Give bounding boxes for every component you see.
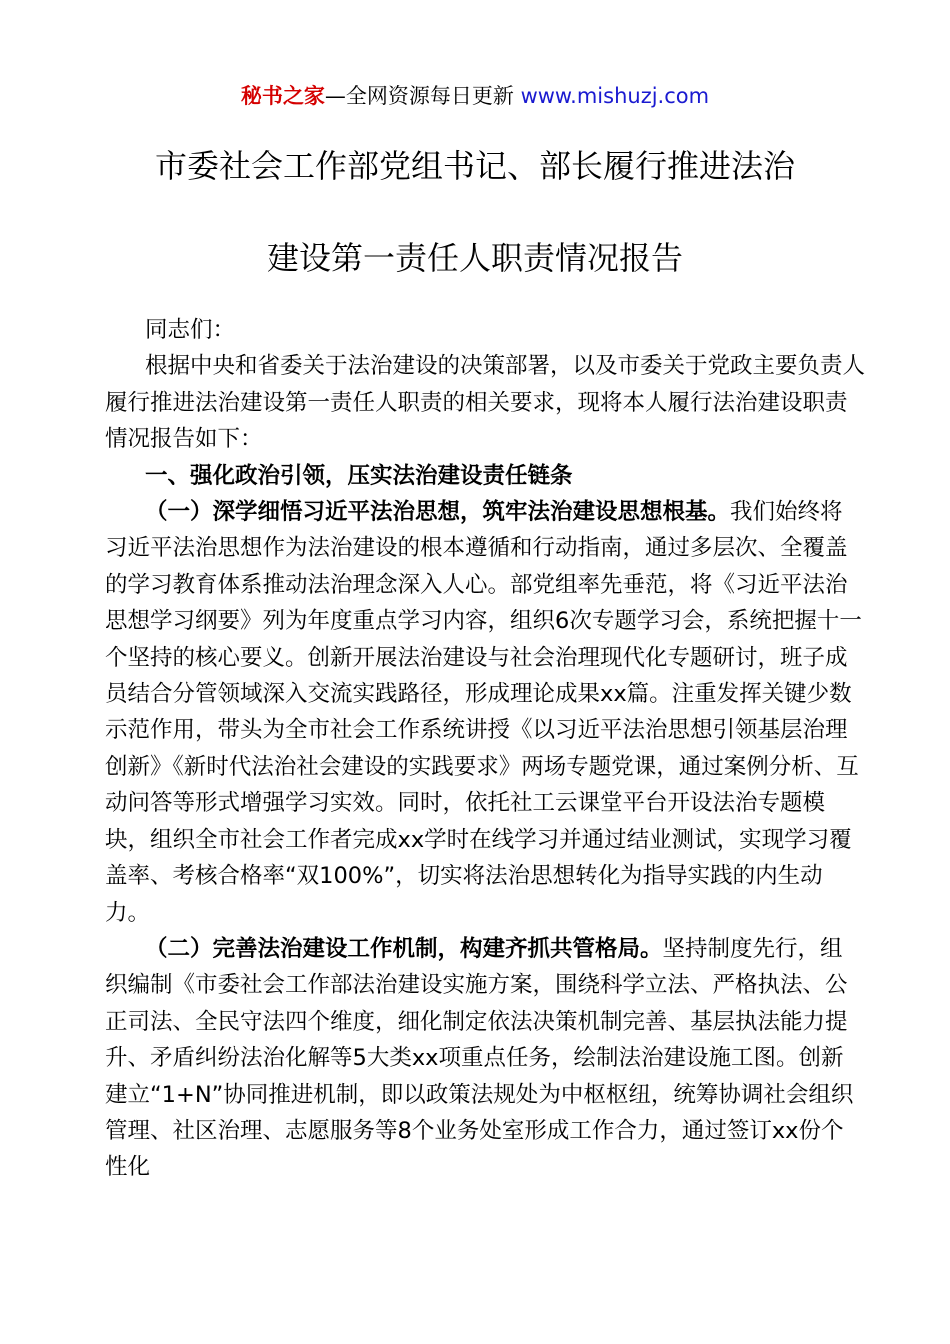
item-heading-1: （一）深学细悟习近平法治思想，筑牢法治建设思想根基。	[145, 499, 731, 526]
item-heading-2: （二）完善法治建设工作机制，构建齐抓共管格局。	[145, 935, 663, 962]
item-paragraph-2	[105, 931, 865, 1186]
section-heading-1: 一、强化政治引领，压实法治建设责任链条	[145, 462, 573, 489]
intro-paragraph: 根据中央和省委关于法治建设的决策部署，以及市委关于党政主要负责人履行推进法治建设第一责任人职责的相关要求，现将本人履行法治建设职责情况报告如下：	[105, 353, 866, 453]
greeting: 同志们：	[145, 317, 236, 343]
item-paragraph-1	[105, 494, 865, 931]
site-url-link[interactable]: www.mishuzj.com	[520, 84, 710, 108]
document-body	[105, 312, 865, 1186]
item-text-2: 坚持制度先行，组织编制《市委社会工作部法治建设实施方案，围绕科学立法、严格执法、公正司法、全民守法四个维度，细化制定依法决策机制完善、基层执法能力提升、矛盾纠纷法治化解等5大类xx项重点任务，绘制法治建设施工图。创新建立“1+N”协同推进机制，即以政策法规处为中枢枢纽，统筹协调社会组织管理、社区治理、志愿服务等8个业务处室形成工作合力，通过签订xx份个性化	[105, 935, 854, 1181]
site-header	[0, 80, 950, 112]
site-brand: 秘书之家	[240, 84, 325, 108]
document-title-line-1: 市委社会工作部党组书记、部长履行推进法治	[154, 147, 795, 185]
item-text-1: 我们始终将习近平法治思想作为法治建设的根本遵循和行动指南，通过多层次、全覆盖的学习教育体系推动法治理念深入人心。部党组率先垂范，将《习近平法治思想学习纲要》列为年度重点学习内容，组织6次专题学习会，系统把握十一个坚持的核心要义。创新开展法治建设与社会治理现代化专题研讨，班子成员结合分管领域深入交流实践路径，形成理论成果xx篇。注重发挥关键少数示范作用，带头为全市社会工作系统讲授《以习近平法治思想引领基层治理创新》《新时代法治社会建设的实践要求》两场专题党课，通过案例分析、互动问答等形式增强学习实效。同时，依托社工云课堂平台开设法治专题模块，组织全市社会工作者完成xx学时在线学习并通过结业测试，实现学习覆盖率、考核合格率“双100%”，切实将法治思想转化为指导实践的内生动力。	[105, 499, 862, 926]
document-title-line-2: 建设第一责任人职责情况报告	[266, 239, 683, 277]
site-tagline: —全网资源每日更新	[324, 84, 521, 108]
